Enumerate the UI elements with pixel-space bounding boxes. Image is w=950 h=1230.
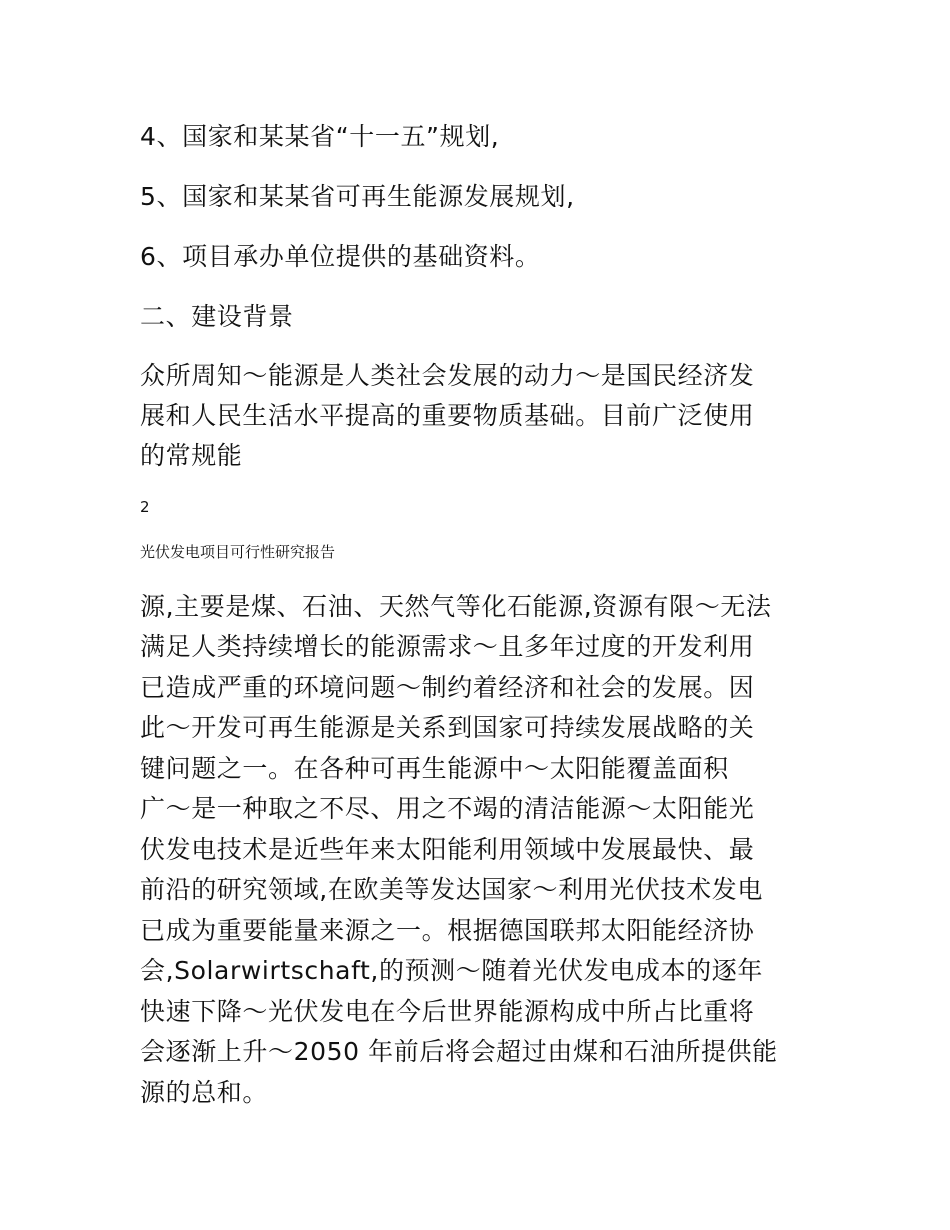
list-item-6: 6、项目承办单位提供的基础资料。 (140, 242, 541, 271)
paragraph-line: 快速下降～光伏发电在今后世界能源构成中所占比重将 (140, 997, 755, 1026)
paragraph-line: 的常规能 (140, 441, 243, 470)
list-item-5: 5、国家和某某省可再生能源发展规划, (140, 182, 575, 211)
paragraph-line: 键问题之一。在各种可再生能源中～太阳能覆盖面积 (140, 754, 729, 783)
running-header: 光伏发电项目可行性研究报告 (140, 543, 336, 561)
page-number: 2 (140, 498, 150, 516)
paragraph-line: 会,Solarwirtschaft,的预测～随着光伏发电成本的逐年 (140, 956, 763, 985)
paragraph-line: 展和人民生活水平提高的重要物质基础。目前广泛使用 (140, 401, 755, 430)
paragraph-line: 伏发电技术是近些年来太阳能利用领域中发展最快、最 (140, 835, 755, 864)
paragraph-line: 会逐渐上升～2050 年前后将会超过由煤和石油所提供能 (140, 1037, 778, 1066)
paragraph-line: 广～是一种取之不尽、用之不竭的清洁能源～太阳能光 (140, 794, 755, 823)
list-item-4: 4、国家和某某省“十一五”规划, (140, 122, 500, 151)
paragraph-line: 源的总和。 (140, 1078, 269, 1107)
paragraph-line: 此～开发可再生能源是关系到国家可持续发展战略的关 (140, 713, 755, 742)
paragraph-line: 众所周知～能源是人类社会发展的动力～是国民经济发 (140, 361, 755, 390)
section-heading: 二、建设背景 (140, 302, 294, 331)
paragraph-line: 源,主要是煤、石油、天然气等化石能源,资源有限～无法 (140, 592, 772, 621)
paragraph-line: 已造成严重的环境问题～制约着经济和社会的发展。因 (140, 673, 755, 702)
paragraph-line: 已成为重要能量来源之一。根据德国联邦太阳能经济协 (140, 916, 755, 945)
paragraph-line: 满足人类持续增长的能源需求～且多年过度的开发利用 (140, 632, 755, 661)
paragraph-line: 前沿的研究领域,在欧美等发达国家～利用光伏技术发电 (140, 875, 763, 904)
